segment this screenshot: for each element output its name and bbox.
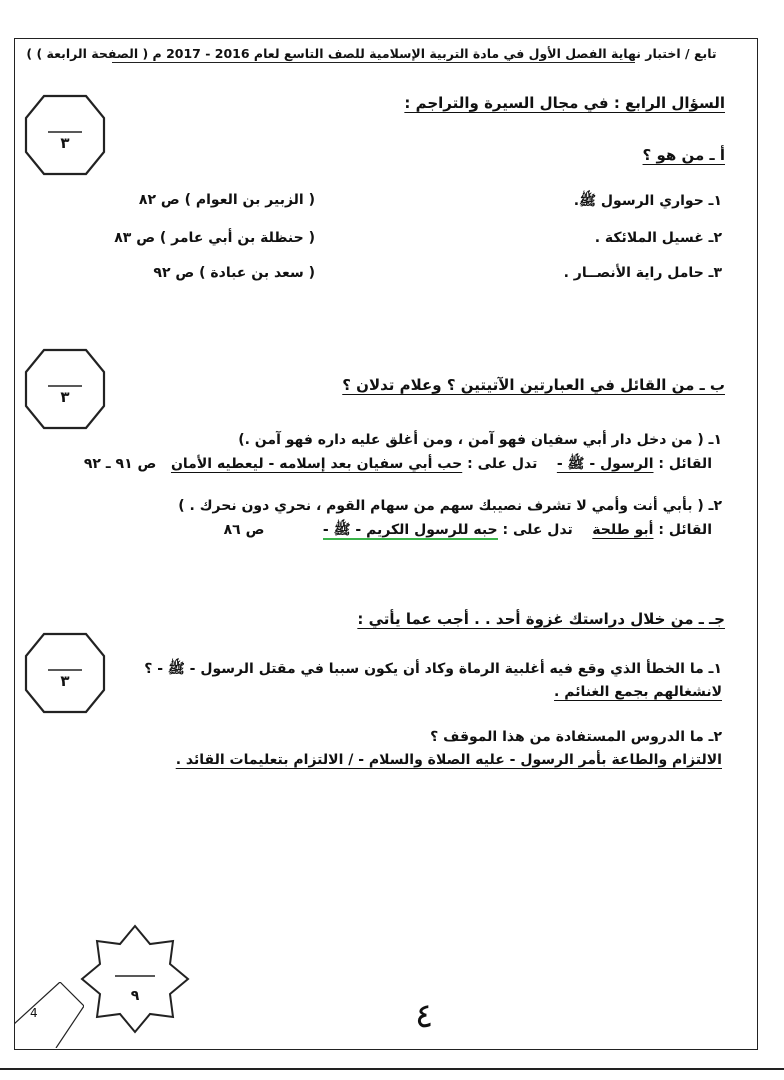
part-a-a2: ( حنظلة بن أبي عامر ) ص ٨٣ [114, 230, 315, 246]
page-corner-icon [14, 982, 84, 1048]
part-a-a1: ( الزبير بن العوام ) ص ٨٢ [138, 192, 315, 208]
part-b-answer1 [83, 455, 712, 475]
part-c-q1: ١ـ ما الخطأ الذي وقع فيه أغلبية الرماة وكاد أن يكون سببا في مقتل الرسول - ﷺ - ؟ [144, 661, 722, 677]
part-b-answer2 [165, 521, 712, 541]
part-b-quote1: ١ـ ( من دخل دار أبي سفيان فهو آمن ، ومن أغلق عليه داره فهو آمن .) [238, 432, 722, 448]
part-b-title: ب ـ من القائل في العبارتين الآتيتين ؟ وعلام تدلان ؟ [342, 376, 725, 394]
handwritten-page-number: ٤ [415, 996, 434, 1036]
page-ref: ص ٨٦ [223, 522, 265, 538]
part-a-q3: ٣ـ حامل راية الأنصــار . [563, 265, 722, 281]
indicates-answer: حبه للرسول الكريم - ﷺ - [322, 522, 498, 538]
speaker-answer: أبو طلحة [592, 522, 654, 538]
part-a-title: أ ـ من هو ؟ [642, 146, 725, 164]
bottom-rule [0, 1068, 784, 1070]
score-box-b [24, 348, 106, 430]
total-score-badge [80, 924, 190, 1034]
part-a-q2: ٢ـ غسيل الملائكة . [594, 230, 722, 246]
speaker-label: القائل : [658, 456, 712, 472]
part-a-a3: ( سعد بن عبادة ) ص ٩٢ [153, 265, 315, 281]
score-b-value: ٣ [60, 388, 70, 406]
part-a-q1: ١ـ حواري الرسول ﷺ. [573, 193, 722, 209]
part-c-a1: لانشغالهم بجمع الغنائم . [554, 684, 722, 700]
page-frame [14, 38, 758, 1050]
total-score-value: ٩ [130, 988, 140, 1004]
page-number: 4 [30, 1006, 38, 1020]
page-header: تابع / اختبار نهاية الفصل الأول في مادة التربية الإسلامية للصف التاسع لعام 2016 - 2017 م ( الصفحة الرابعة ) ) [26, 46, 717, 61]
speaker-label: القائل : [658, 522, 712, 538]
part-c-a2: الالتزام والطاعة بأمر الرسول - عليه الصلاة والسلام - / الالتزام بتعليمات القائد . [175, 752, 722, 768]
score-a-value: ٣ [60, 134, 70, 152]
indicates-label: تدل على : [502, 522, 573, 538]
speaker-answer: الرسول - ﷺ - [556, 456, 654, 472]
page-ref: ص ٩١ ـ ٩٢ [83, 456, 157, 472]
part-c-title: جـ ـ من خلال دراستك غزوة أحد . . أجب عما يأتي : [357, 610, 725, 628]
indicates-label: تدل على : [467, 456, 538, 472]
indicates-answer: حب أبي سفيان بعد إسلامه - ليعطيه الأمان [170, 456, 463, 472]
score-box-a [24, 94, 106, 176]
question4-title: السؤال الرابع : في مجال السيرة والتراجم : [404, 94, 725, 112]
score-c-value: ٣ [60, 672, 70, 690]
part-c-q2: ٢ـ ما الدروس المستفادة من هذا الموقف ؟ [430, 729, 722, 745]
header-underline [112, 62, 635, 63]
score-box-c [24, 632, 106, 714]
part-b-quote2: ٢ـ ( بأبي أنت وأمي لا تشرف نصيبك سهم من سهام القوم ، نحري دون نحرك . ) [178, 498, 722, 514]
